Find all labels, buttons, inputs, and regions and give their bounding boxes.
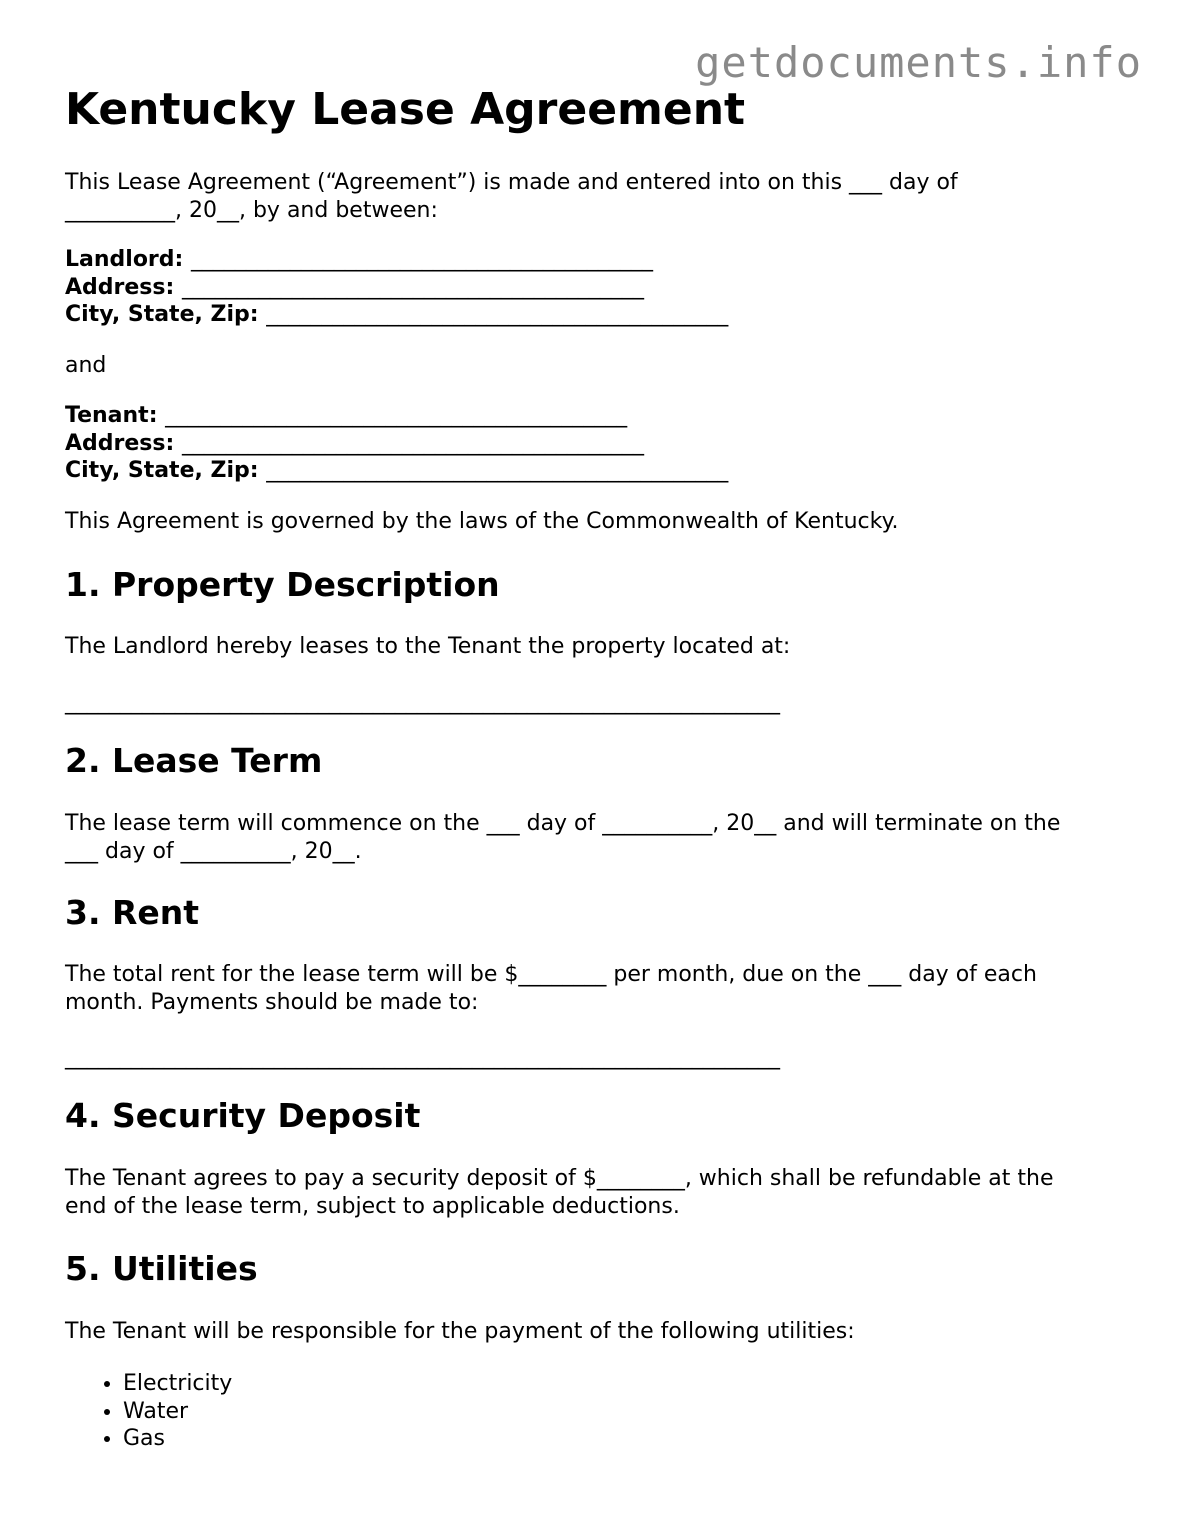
property-heading: 1. Property Description — [65, 565, 500, 604]
rent-line-2: month. Payments should be made to: — [65, 989, 479, 1015]
rent-payee-blank[interactable]: _________________________________________________________________ — [65, 1045, 780, 1070]
property-text: The Landlord hereby leases to the Tenant the property located at: — [65, 634, 791, 659]
security-deposit-paragraph — [65, 1165, 1125, 1220]
list-item: • Water — [123, 1398, 232, 1426]
landlord-block — [65, 246, 1125, 329]
security-deposit-line-1: The Tenant agrees to pay a security deposit of $________, which shall be refundable at the — [65, 1166, 1054, 1191]
lease-term-heading: 2. Lease Term — [65, 741, 323, 780]
tenant-city-label: City, State, Zip: — [65, 458, 259, 483]
landlord-city-blank[interactable]: __________________________________________ — [266, 302, 729, 327]
utilities-list — [65, 1370, 232, 1453]
list-item: • Gas — [123, 1425, 232, 1453]
governing-law-text: This Agreement is governed by the laws of the Commonwealth of Kentucky. — [65, 509, 899, 534]
security-deposit-heading: 4. Security Deposit — [65, 1096, 421, 1135]
intro-line-1: This Lease Agreement (“Agreement”) is made and entered into on this ___ day of — [65, 170, 958, 195]
security-deposit-line-2: end of the lease term, subject to applicable deductions. — [65, 1193, 680, 1219]
tenant-name-label: Tenant: — [65, 403, 158, 428]
lease-term-line-2: ___ day of __________, 20__. — [65, 838, 362, 864]
utilities-text: The Tenant will be responsible for the payment of the following utilities: — [65, 1319, 855, 1344]
landlord-address-row — [65, 274, 1125, 302]
tenant-city-row — [65, 457, 1125, 485]
watermark: getdocuments.info — [695, 38, 1142, 87]
tenant-address-label: Address: — [65, 430, 175, 456]
landlord-address-label: Address: — [65, 274, 175, 300]
intro-paragraph — [65, 169, 1125, 224]
landlord-name-label: Landlord: — [65, 247, 184, 272]
rent-heading: 3. Rent — [65, 893, 200, 932]
rent-paragraph — [65, 961, 1125, 1016]
document-title: Kentucky Lease Agreement — [65, 84, 746, 135]
list-item: • Electricity — [123, 1370, 232, 1398]
landlord-address-blank[interactable]: __________________________________________ — [181, 274, 644, 300]
rent-line-1: The total rent for the lease term will be $________ per month, due on the ___ day of each — [65, 962, 1037, 987]
and-text: and — [65, 353, 107, 378]
tenant-address-row — [65, 430, 1125, 458]
intro-line-2: __________, 20__, by and between: — [65, 197, 438, 223]
tenant-block — [65, 402, 1125, 485]
landlord-city-row — [65, 301, 1125, 329]
tenant-city-blank[interactable]: __________________________________________ — [266, 458, 729, 483]
landlord-city-label: City, State, Zip: — [65, 302, 259, 327]
lease-term-paragraph — [65, 810, 1125, 865]
tenant-address-blank[interactable]: __________________________________________ — [181, 430, 644, 456]
lease-term-line-1: The lease term will commence on the ___ day of __________, 20__ and will terminate on the — [65, 811, 1061, 836]
tenant-name-blank[interactable]: __________________________________________ — [165, 403, 628, 428]
tenant-name-row — [65, 402, 1125, 430]
property-address-blank[interactable]: _________________________________________________________________ — [65, 690, 780, 715]
utilities-heading: 5. Utilities — [65, 1249, 258, 1288]
landlord-name-row — [65, 246, 1125, 274]
landlord-name-blank[interactable]: __________________________________________ — [191, 247, 653, 272]
